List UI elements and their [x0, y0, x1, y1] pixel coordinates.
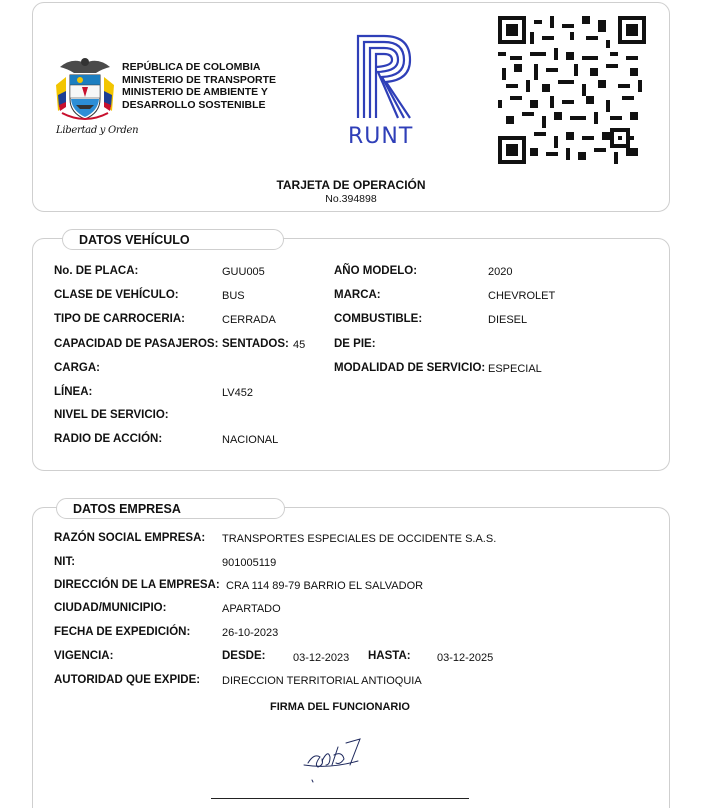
placa-value: GUU005: [222, 266, 265, 278]
marca-value: CHEVROLET: [488, 290, 556, 302]
radio-value: NACIONAL: [222, 434, 279, 446]
gov-line: REPÚBLICA DE COLOMBIA: [122, 61, 261, 73]
modelo-label: AÑO MODELO:: [334, 265, 418, 277]
placa-label: No. DE PLACA:: [54, 265, 139, 277]
government-entities: [122, 61, 276, 111]
hasta-label: HASTA:: [368, 650, 411, 662]
carroceria-label: TIPO DE CARROCERIA:: [54, 313, 185, 325]
gov-line: MINISTERIO DE AMBIENTE Y: [122, 86, 268, 98]
ciudad-label: CIUDAD/MUNICIPIO:: [54, 602, 167, 614]
sentados-value: 45: [293, 339, 306, 351]
direccion-label: DIRECCIÓN DE LA EMPRESA:: [54, 579, 220, 591]
runt-logo-text: RUNT: [348, 124, 414, 149]
firma-label: FIRMA DEL FUNCIONARIO: [270, 701, 410, 713]
nivel-label: NIVEL DE SERVICIO:: [54, 409, 169, 421]
vigencia-label: VIGENCIA:: [54, 650, 114, 662]
combustible-label: COMBUSTIBLE:: [334, 313, 423, 325]
linea-value: LV452: [222, 387, 253, 399]
clase-label: CLASE DE VEHÍCULO:: [54, 289, 179, 301]
document-number: No.394898: [325, 193, 377, 205]
combustible-value: DIESEL: [488, 314, 528, 326]
hasta-value: 03-12-2025: [437, 652, 494, 664]
marca-label: MARCA:: [334, 289, 381, 301]
direccion-value: CRA 114 89-79 BARRIO EL SALVADOR: [226, 580, 424, 592]
runt-logo-icon: [352, 32, 416, 122]
ciudad-value: APARTADO: [222, 603, 281, 615]
sentados-label: SENTADOS:: [222, 338, 289, 350]
autoridad-label: AUTORIDAD QUE EXPIDE:: [54, 674, 201, 686]
radio-label: RADIO DE ACCIÓN:: [54, 433, 163, 445]
vehicle-section-title: DATOS VEHÍCULO: [62, 229, 284, 250]
depie-label: DE PIE:: [334, 338, 376, 350]
gov-line: MINISTERIO DE TRANSPORTE: [122, 73, 277, 86]
razon-label: RAZÓN SOCIAL EMPRESA:: [54, 532, 206, 544]
carroceria-value: CERRADA: [222, 314, 276, 326]
modelo-value: 2020: [488, 266, 513, 278]
autoridad-value: DIRECCION TERRITORIAL ANTIOQUIA: [222, 675, 422, 687]
nit-value: 901005119: [222, 557, 277, 569]
coat-of-arms-logo: [52, 55, 118, 125]
signature-line: [211, 798, 469, 799]
qr-code[interactable]: [498, 15, 646, 165]
nit-label: NIT:: [54, 556, 76, 568]
modalidad-label: MODALIDAD DE SERVICIO:: [334, 362, 486, 374]
desde-label: DESDE:: [222, 650, 266, 662]
signature-image: [300, 735, 370, 785]
carga-label: CARGA:: [54, 362, 100, 374]
motto-text: Libertad y Orden: [56, 125, 139, 136]
clase-value: BUS: [222, 290, 245, 302]
desde-value: 03-12-2023: [293, 652, 350, 664]
razon-value: TRANSPORTES ESPECIALES DE OCCIDENTE S.A.S.: [222, 533, 497, 545]
capacidad-label: CAPACIDAD DE PASAJEROS:: [54, 338, 219, 350]
gov-line: DESARROLLO SOSTENIBLE: [122, 98, 266, 111]
fecha-label: FECHA DE EXPEDICIÓN:: [54, 626, 191, 638]
linea-label: LÍNEA:: [54, 386, 93, 398]
document-title: TARJETA DE OPERACIÓN: [276, 178, 426, 192]
modalidad-value: ESPECIAL: [488, 363, 542, 375]
company-section-title: DATOS EMPRESA: [56, 498, 285, 519]
fecha-value: 26-10-2023: [222, 627, 279, 639]
